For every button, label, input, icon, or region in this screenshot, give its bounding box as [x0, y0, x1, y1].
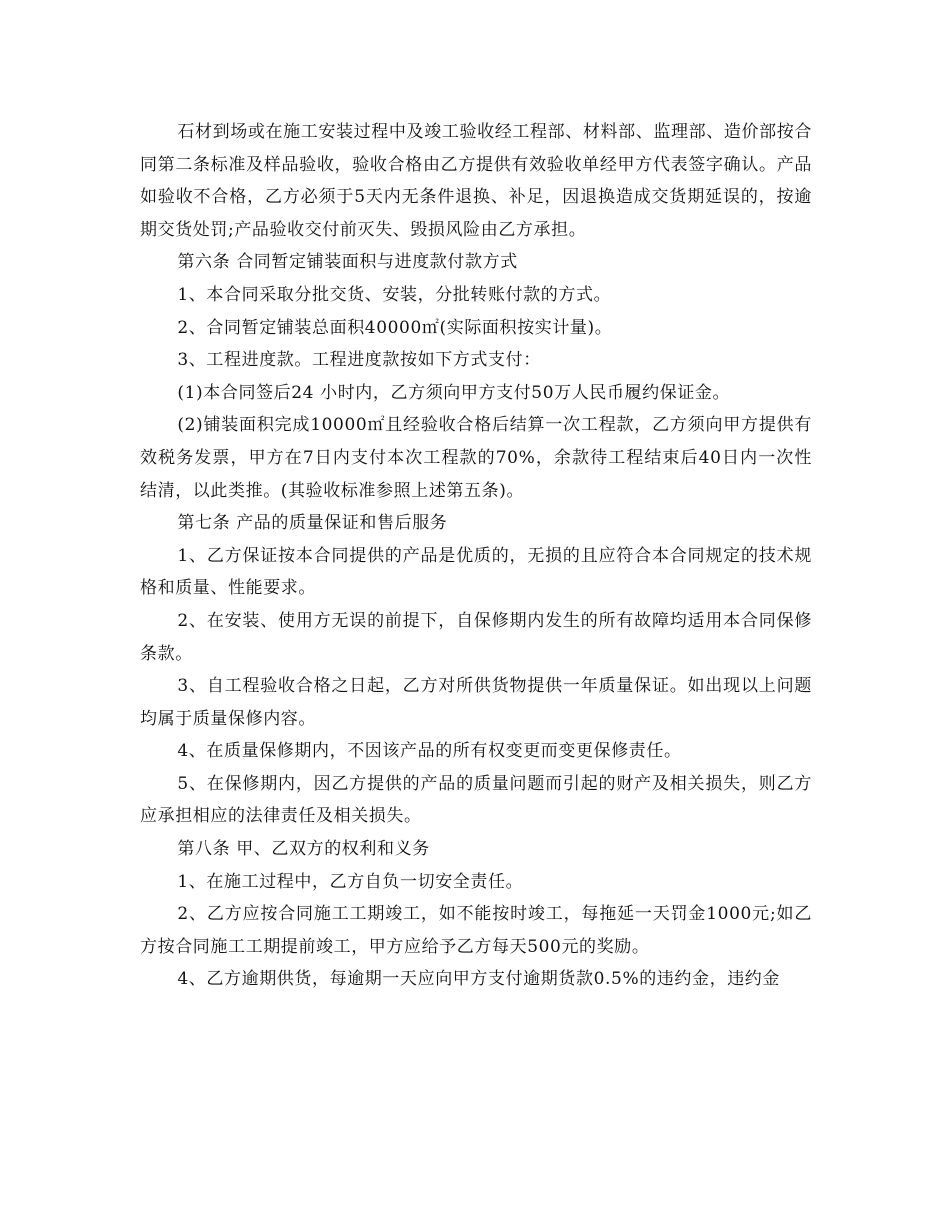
paragraph-acceptance: 石材到场或在施工安装过程中及竣工验收经工程部、材料部、监理部、造价部按合同第二条标准及样品验收，验收合格由乙方提供有效验收单经甲方代表签字确认。产品如验收不合格，乙方必须于5天内无条件退换、补足，因退换造成交货期延误的，按逾期交货处罚;产品验收交付前灭失、毁损风险由乙方承担。: [140, 122, 812, 240]
article-7-item-3: 3、自工程验收合格之日起，乙方对所供货物提供一年质量保证。如出现以上问题均属于质量保修内容。: [140, 676, 812, 729]
article-6-item-3: 3、工程进度款。工程进度款按如下方式支付：: [177, 350, 541, 371]
document-body: [140, 116, 812, 996]
article-6-item-1: 1、本合同采取分批交货、安装，分批转账付款的方式。: [177, 284, 612, 305]
article-7-item-5: 5、在保修期内，因乙方提供的产品的质量问题而引起的财产及相关损失，则乙方应承担相应的法律责任及相关损失。: [140, 773, 812, 827]
article-7-item-2: 2、在安装、使用方无误的前提下，自保修期内发生的所有故障均适用本合同保修条款。: [140, 610, 812, 664]
article-8-item-2: 2、乙方应按合同施工工期竣工，如不能按时竣工，每拖延一天罚金1000元;如乙方按合同施工工期提前竣工，甲方应给予乙方每天500元的奖励。: [140, 904, 812, 957]
article-6-item-3-sub-1: (1)本合同签后24 小时内，乙方须向甲方支付50万人民币履约保证金。: [177, 382, 731, 403]
article-6-item-2: 2、合同暂定铺装总面积40000㎡(实际面积按实计量)。: [177, 317, 613, 338]
article-7-item-4: 4、在质量保修期内，不因该产品的所有权变更而变更保修责任。: [177, 741, 682, 762]
article-6-item-3-sub-2: (2)铺装面积完成10000㎡且经验收合格后结算一次工程款，乙方须向甲方提供有效税务发票，甲方在7日内支付本次工程款的70%，余款待工程结束后40日内一次性结清，以此类推。(其验收标准参照上述第五条)。: [140, 415, 812, 501]
article-8-item-1: 1、在施工过程中，乙方自负一切安全责任。: [177, 871, 524, 892]
article-8-heading: 第八条 甲、乙双方的权利和义务: [177, 839, 430, 860]
article-6-heading: 第六条 合同暂定铺装面积与进度款付款方式: [177, 252, 518, 273]
article-7-heading: 第七条 产品的质量保证和售后服务: [177, 513, 448, 534]
article-7-item-1: 1、乙方保证按本合同提供的产品是优质的，无损的且应符合本合同规定的技术规格和质量、性能要求。: [140, 545, 812, 599]
article-8-item-4: 4、乙方逾期供货，每逾期一天应向甲方支付逾期货款0.5%的违约金，违约金: [177, 969, 780, 990]
